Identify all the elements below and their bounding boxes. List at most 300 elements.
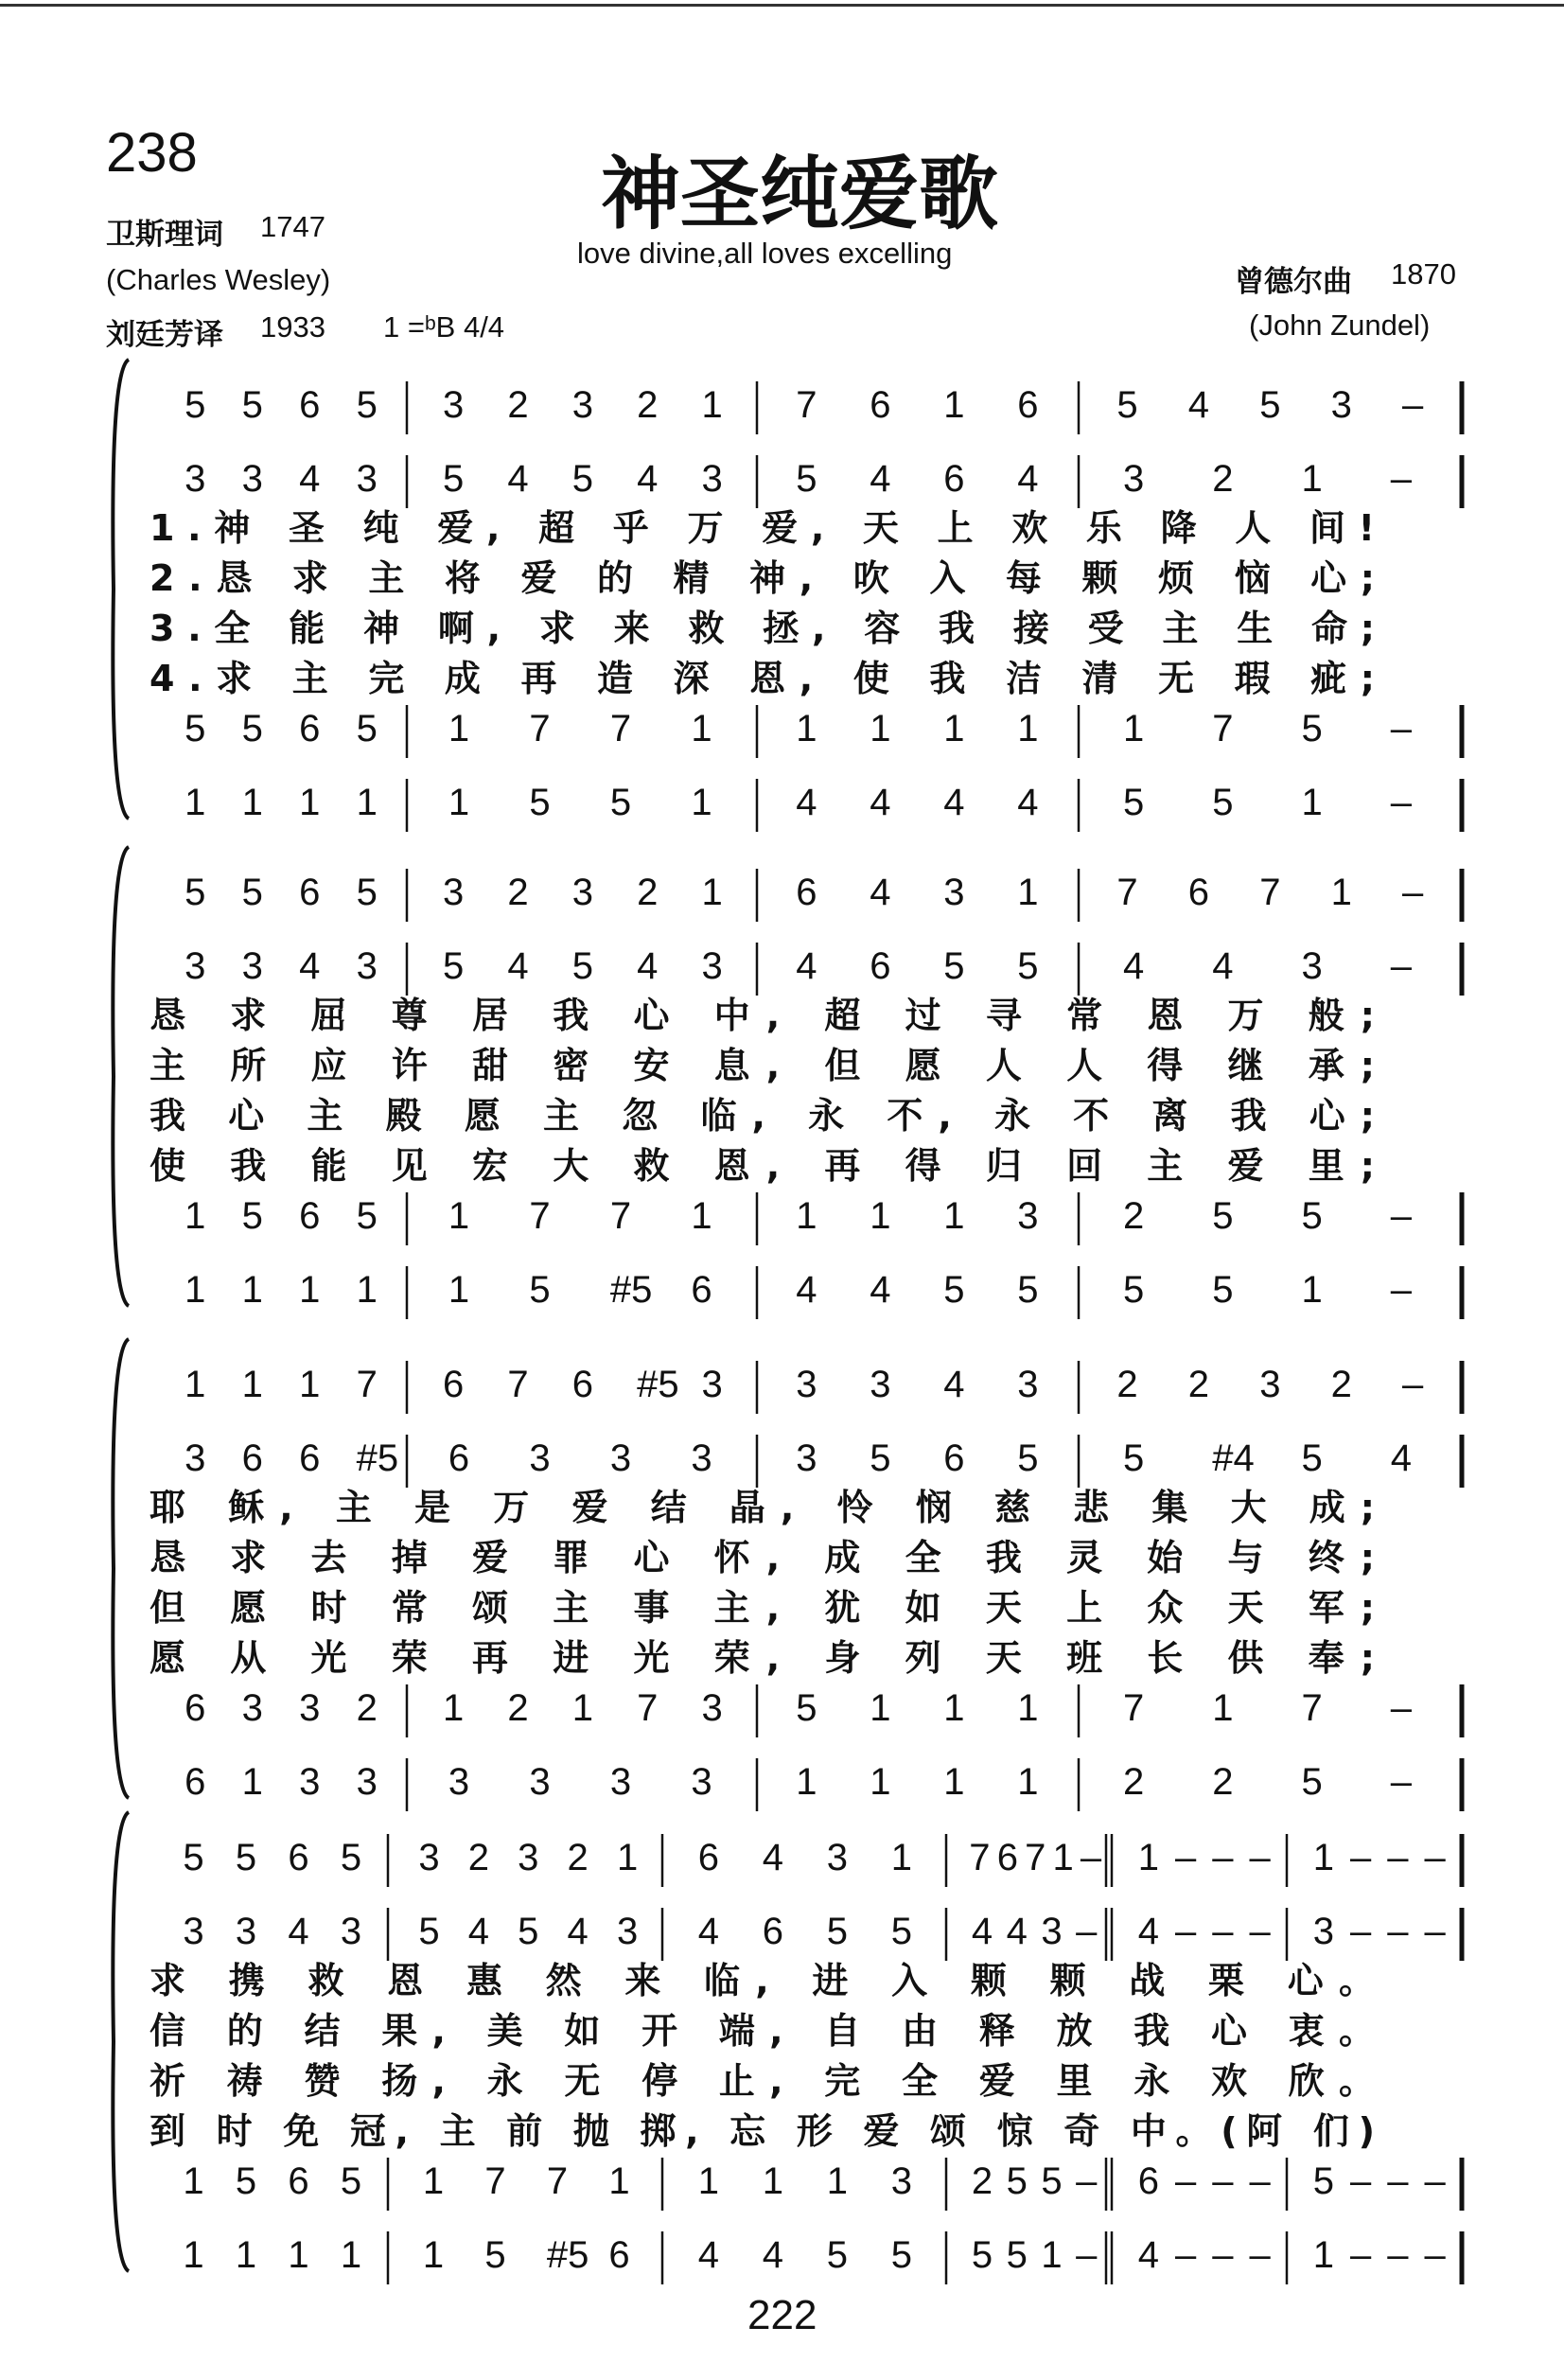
sustain-dash: – [1349,2160,1372,2202]
lyricist-cn: 卫斯理词 [106,218,223,252]
note-digit: 4 [1017,458,1039,500]
note-digit: 1 [442,1687,465,1729]
note-digit: 2 [637,872,659,913]
note-digit: 5 [796,458,817,500]
sustain-dash: – [1174,1911,1197,1952]
lyric-line: 求 携 救 恩 惠 然 来 临, 进 入 颗 颗 战 栗 心。 [149,1960,1375,2001]
note-digit: 5 [356,872,378,913]
lyric-line: 恳 求 去 掉 爱 罪 心 怀, 成 全 我 灵 始 与 终; [149,1537,1375,1578]
note-digit: 3 [1259,1364,1281,1405]
note-digit: 1 [1017,708,1039,749]
note-digit: 1 [299,1364,321,1405]
note-digit: 1 [241,1364,263,1405]
note-digit: 3 [185,945,206,987]
note-digit: 2 [1187,1364,1210,1405]
note-digit: 2 [1212,458,1234,500]
note-digit: 3 [356,945,378,987]
note-digit: 5 [1017,945,1039,987]
note-digit: 6 [288,1837,309,1878]
note-digit: 1 [340,2234,362,2276]
sustain-dash: – [1076,2234,1098,2276]
note-digit: 3 [340,1911,362,1952]
note-digit: 2 [356,1687,378,1729]
note-digit: 3 [1041,1911,1063,1952]
lyric-line: 使 我 能 见 宏 大 救 恩, 再 得 归 回 主 爱 里; [149,1145,1375,1187]
note-digit: 5 [529,782,551,823]
note-digit: 3 [299,1687,321,1729]
sustain-dash: – [1387,1911,1409,1952]
note-digit: 3 [616,1911,639,1952]
note-digit: 5 [356,708,378,749]
note-digit: 2 [1116,1364,1138,1405]
note-digit: 4 [637,458,659,500]
note-digit: 4 [870,782,891,823]
note-digit: 1 [890,1837,913,1878]
note-digit: 1 [943,384,965,426]
note-digit: 7 [609,708,632,749]
sustain-dash: – [1249,1911,1271,1952]
note-digit: 3 [1330,384,1352,426]
note-digit: 5 [241,384,263,426]
note-digit: 1 [356,782,378,823]
note-digit: 1 [185,1269,206,1311]
sustain-dash: – [1401,1364,1424,1405]
note-digit: 4 [1187,384,1210,426]
note-digit: 4 [796,945,817,987]
note-digit: 3 [890,2160,913,2202]
note-digit: 1 [241,1269,263,1311]
note-digit: 1 [288,2234,309,2276]
sustain-dash: – [1174,1837,1197,1878]
note-digit: 2 [1122,1195,1145,1237]
note-digit: 5 [1212,1269,1234,1311]
sustain-dash: – [1080,1837,1102,1878]
note-digit: 5 [442,945,465,987]
lyric-line: 3.全 能 神 啊, 求 来 救 拯, 容 我 接 受 主 生 命; [149,608,1375,649]
note-digit: 7 [637,1687,659,1729]
note-digit: 6 [299,1437,321,1479]
note-digit: 5 [235,1837,257,1878]
note-digit: 7 [969,1837,991,1878]
note-digit: 3 [691,1761,712,1803]
note-digit: 3 [796,1437,817,1479]
note-digit: 4 [762,2234,784,2276]
note-digit: 5 [529,1269,551,1311]
note-digit: 1 [185,782,206,823]
lyric-line: 我 心 主 殿 愿 主 忽 临, 永 不, 永 不 离 我 心; [149,1095,1375,1137]
note-digit: 3 [299,1761,321,1803]
sustain-dash: – [1401,384,1424,426]
note-digit: 6 [288,2160,309,2202]
sustain-dash: – [1424,1911,1446,1952]
note-digit: 4 [870,1269,891,1311]
note-digit: 3 [609,1761,632,1803]
note-digit: 4 [762,1837,784,1878]
note-digit: 5 [796,1687,817,1729]
sustain-dash: – [1349,2234,1372,2276]
note-digit: 4 [507,945,529,987]
key-signature: 1 =ᵇB 4/4 [383,310,505,344]
composer-cn: 曾德尔曲 [1235,265,1352,299]
sustain-dash: – [1424,2160,1446,2202]
note-digit: 4 [299,458,321,500]
note-digit: 5 [943,945,965,987]
note-digit: 6 [442,1364,465,1405]
note-digit: 6 [796,872,817,913]
note-digit: 1 [183,2234,204,2276]
note-digit: 3 [448,1761,470,1803]
note-digit: 1 [1017,872,1039,913]
note-digit: 3 [185,458,206,500]
note-digit: 6 [1137,2160,1159,2202]
note-digit: 3 [1017,1195,1039,1237]
note-digit: 6 [241,1437,263,1479]
note-digit: 3 [571,384,593,426]
lyric-line: 到 时 免 冠, 主 前 抛 掷, 忘 形 爱 颂 惊 奇 中。(阿 们) [149,2110,1376,2152]
note-digit: 1 [697,2160,720,2202]
note-digit: 5 [571,458,593,500]
note-digit: 2 [971,2160,993,2202]
note-digit: 1 [1017,1761,1039,1803]
note-digit: 1 [943,1761,965,1803]
note-digit: 3 [356,1761,378,1803]
sustain-dash: – [1349,1911,1372,1952]
note-digit: 7 [609,1195,632,1237]
note-digit: 1 [1122,708,1145,749]
note-digit: 5 [609,782,632,823]
system-brace [113,1339,129,1798]
note-digit: 5 [1301,708,1323,749]
note-digit: 5 [356,384,378,426]
note-digit: 5 [1122,782,1145,823]
note-digit: 1 [870,1195,891,1237]
note-digit: 1 [943,708,965,749]
note-digit: #5 [546,2234,589,2276]
note-digit: 4 [943,782,965,823]
note-digit: 1 [299,782,321,823]
note-digit: 5 [1017,1437,1039,1479]
note-digit: 3 [1122,458,1145,500]
note-digit: #5 [609,1269,653,1311]
note-digit: 7 [529,1195,551,1237]
note-digit: 1 [185,1364,206,1405]
note-digit: 1 [183,2160,204,2202]
sustain-dash: – [1212,1837,1234,1878]
note-digit: 5 [356,1195,378,1237]
note-digit: 6 [870,384,891,426]
note-digit: 5 [183,1837,204,1878]
lyric-line: 2.恳 求 主 将 爱 的 精 神, 吹 入 每 颗 烦 恼 心; [149,557,1375,599]
note-digit: 6 [185,1687,206,1729]
note-digit: 3 [241,458,263,500]
note-digit: 7 [1025,1837,1046,1878]
note-digit: 7 [1212,708,1234,749]
note-digit: 1 [1330,872,1352,913]
note-digit: 1 [691,782,712,823]
sustain-dash: – [1390,1761,1412,1803]
lyric-line: 主 所 应 许 甜 密 安 息, 但 愿 人 人 得 继 承; [149,1045,1375,1086]
note-digit: 1 [1017,1687,1039,1729]
note-digit: 6 [996,1837,1018,1878]
note-digit: 5 [1116,384,1138,426]
note-digit: 3 [701,458,723,500]
note-digit: 1 [448,1195,470,1237]
note-digit: 4 [1006,1911,1028,1952]
sustain-dash: – [1076,2160,1098,2202]
note-digit: 1 [870,1687,891,1729]
note-digit: 1 [701,384,723,426]
note-digit: #4 [1212,1437,1255,1479]
note-digit: 3 [826,1837,849,1878]
note-digit: 5 [418,1911,440,1952]
note-digit: 1 [1052,1837,1074,1878]
note-digit: 3 [529,1761,551,1803]
note-digit: 2 [467,1837,489,1878]
note-digit: 1 [616,1837,639,1878]
sustain-dash: – [1424,1837,1446,1878]
note-digit: 5 [340,2160,362,2202]
note-digit: 7 [529,708,551,749]
note-digit: 3 [1017,1364,1039,1405]
lyricist-year: 1747 [260,210,325,243]
lyric-line: 耶 稣, 主 是 万 爱 结 晶, 怜 悯 慈 悲 集 大 成; [149,1487,1375,1528]
note-digit: 3 [518,1837,539,1878]
note-digit: 4 [943,1364,965,1405]
note-digit: 5 [185,872,206,913]
note-digit: 5 [1017,1269,1039,1311]
note-digit: 7 [1122,1687,1145,1729]
lyric-line: 但 愿 时 常 颂 主 事 主, 犹 如 天 上 众 天 军; [149,1587,1375,1629]
note-digit: 4 [697,2234,720,2276]
lyric-line: 4.求 主 完 成 再 造 深 恩, 使 我 洁 清 无 瑕 疵; [149,658,1375,699]
note-digit: 5 [241,872,263,913]
note-digit: 3 [442,384,465,426]
note-digit: 3 [241,945,263,987]
note-digit: 7 [484,2160,506,2202]
note-digit: #5 [637,1364,679,1405]
note-digit: 6 [571,1364,593,1405]
note-digit: 7 [507,1364,529,1405]
note-digit: 3 [1312,1911,1334,1952]
sustain-dash: – [1401,872,1424,913]
note-digit: 3 [701,1364,723,1405]
note-digit: 4 [1212,945,1234,987]
note-digit: 1 [1212,1687,1234,1729]
note-digit: 5 [1006,2234,1028,2276]
note-digit: 3 [1301,945,1323,987]
note-digit: 6 [943,458,965,500]
note-digit: 4 [507,458,529,500]
note-digit: 1 [1312,2234,1334,2276]
note-digit: 1 [185,1195,206,1237]
sustain-dash: – [1249,2234,1271,2276]
system-brace [113,1812,129,2271]
note-digit: 5 [890,1911,913,1952]
sustain-dash: – [1390,1269,1412,1311]
lyric-line: 信 的 结 果, 美 如 开 端, 自 由 释 放 我 心 衷。 [149,2010,1376,2052]
note-digit: 5 [185,384,206,426]
note-digit: 6 [299,708,321,749]
hymn-subtitle: love divine,all loves excelling [577,237,953,270]
note-digit: 3 [185,1437,206,1479]
note-digit: 3 [235,1911,257,1952]
note-digit: 3 [183,1911,204,1952]
note-digit: 1 [422,2234,445,2276]
note-digit: 2 [507,872,529,913]
note-digit: 2 [507,1687,529,1729]
note-digit: 6 [299,1195,321,1237]
note-digit: 6 [870,945,891,987]
note-digit: 4 [796,1269,817,1311]
note-digit: 7 [546,2160,569,2202]
note-digit: 1 [691,708,712,749]
note-digit: 5 [826,1911,849,1952]
note-digit: 1 [1301,782,1323,823]
note-digit: 4 [1137,1911,1159,1952]
sustain-dash: – [1249,2160,1271,2202]
lyric-line: 1.神 圣 纯 爱, 超 乎 万 爱, 天 上 欢 乐 降 人 间! [149,507,1376,549]
note-digit: 3 [870,1364,891,1405]
sustain-dash: – [1390,1195,1412,1237]
note-digit: 1 [422,2160,445,2202]
note-digit: 1 [1137,1837,1159,1878]
note-digit: 1 [448,782,470,823]
note-digit: 7 [1116,872,1138,913]
note-digit: 3 [418,1837,440,1878]
note-digit: 3 [609,1437,632,1479]
note-digit: 5 [1212,1195,1234,1237]
note-digit: 1 [356,1269,378,1311]
system-brace [113,847,129,1306]
note-digit: 5 [442,458,465,500]
note-digit: 1 [448,1269,470,1311]
note-digit: 6 [762,1911,784,1952]
note-digit: 1 [691,1195,712,1237]
note-digit: 6 [608,2234,630,2276]
lyricist-en: (Charles Wesley) [106,263,331,296]
page-number: 222 [747,2292,817,2338]
sustain-dash: – [1249,1837,1271,1878]
sustain-dash: – [1390,708,1412,749]
note-digit: 2 [1122,1761,1145,1803]
translator-cn: 刘廷芳译 [106,318,223,352]
note-digit: 3 [943,872,965,913]
translator-year: 1933 [260,310,325,344]
note-digit: 7 [356,1364,378,1405]
lyric-line: 愿 从 光 荣 再 进 光 荣, 身 列 天 班 长 供 奉; [149,1637,1375,1679]
note-digit: 6 [1187,872,1210,913]
note-digit: 1 [943,1195,965,1237]
hymn-number: 238 [106,122,198,184]
note-digit: 6 [299,384,321,426]
note-digit: 4 [870,458,891,500]
note-digit: 5 [1259,384,1281,426]
lyric-line: 祈 祷 赞 扬, 永 无 停 止, 完 全 爱 里 永 欢 欣。 [149,2060,1376,2102]
note-digit: 3 [701,1687,723,1729]
note-digit: 4 [467,1911,489,1952]
note-digit: 4 [870,872,891,913]
note-digit: 6 [1017,384,1039,426]
sustain-dash: – [1387,2234,1409,2276]
note-digit: 6 [691,1269,712,1311]
note-digit: 5 [1301,1437,1323,1479]
note-digit: 1 [796,1761,817,1803]
note-digit: 5 [484,2234,506,2276]
note-digit: 5 [1212,782,1234,823]
note-digit: 4 [697,1911,720,1952]
note-digit: 1 [796,708,817,749]
note-digit: 3 [529,1437,551,1479]
system-brace [113,360,129,819]
note-digit: 3 [796,1364,817,1405]
note-digit: 7 [1301,1687,1323,1729]
note-digit: 1 [796,1195,817,1237]
sustain-dash: – [1390,458,1412,500]
note-digit: 5 [826,2234,849,2276]
note-digit: 4 [288,1911,309,1952]
sustain-dash: – [1174,2160,1197,2202]
note-digit: 5 [971,2234,993,2276]
composer-en: (John Zundel) [1249,309,1431,342]
sustain-dash: – [1424,2234,1446,2276]
note-digit: 5 [1122,1437,1145,1479]
note-digit: 1 [235,2234,257,2276]
note-digit: 2 [1212,1761,1234,1803]
note-digit: 5 [340,1837,362,1878]
sustain-dash: – [1390,1687,1412,1729]
note-digit: 1 [826,2160,849,2202]
note-digit: 7 [1259,872,1281,913]
note-digit: 3 [442,872,465,913]
note-digit: 4 [1122,945,1145,987]
note-digit: 1 [1312,1837,1334,1878]
note-digit: 4 [299,945,321,987]
note-digit: 2 [507,384,529,426]
note-digit: 1 [1301,458,1323,500]
note-digit: 5 [890,2234,913,2276]
note-digit: 5 [1006,2160,1028,2202]
note-digit: 4 [1137,2234,1159,2276]
note-digit: 5 [1301,1761,1323,1803]
note-digit: 1 [1041,2234,1063,2276]
sustain-dash: – [1390,782,1412,823]
sustain-dash: – [1387,1837,1409,1878]
note-digit: 2 [637,384,659,426]
note-digit: 1 [870,708,891,749]
note-digit: 5 [235,2160,257,2202]
hymn-title: 神圣纯爱歌 [601,148,999,240]
note-digit: 1 [1301,1269,1323,1311]
note-digit: 3 [701,945,723,987]
note-digit: 4 [567,1911,589,1952]
note-digit: 5 [571,945,593,987]
note-digit: 5 [518,1911,539,1952]
sustain-dash: – [1212,1911,1234,1952]
note-digit: 5 [1041,2160,1063,2202]
lyric-line: 恳 求 屈 尊 居 我 心 中, 超 过 寻 常 恩 万 般; [149,995,1375,1036]
note-digit: 5 [943,1269,965,1311]
note-digit: 6 [943,1437,965,1479]
note-digit: 4 [971,1911,993,1952]
note-digit: 5 [241,1195,263,1237]
note-digit: 6 [697,1837,720,1878]
note-digit: 1 [870,1761,891,1803]
note-digit: 1 [943,1687,965,1729]
note-digit: 5 [1122,1269,1145,1311]
note-digit: 5 [1301,1195,1323,1237]
note-digit: 1 [299,1269,321,1311]
sustain-dash: – [1076,1911,1098,1952]
